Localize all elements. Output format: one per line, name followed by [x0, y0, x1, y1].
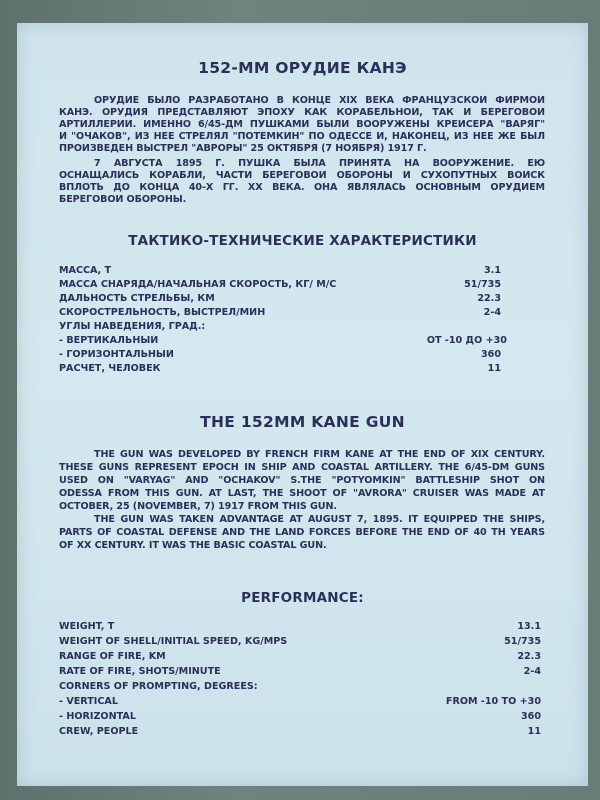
- en-spec-value: 13.1: [517, 621, 541, 632]
- en-spec-label: CORNERS OF PROMPTING, DEGREES:: [59, 681, 258, 692]
- ru-spec-value: ОТ -10 ДО +30: [426, 335, 507, 346]
- ru-para-line: ОСНАЩАЛИСЬ КОРАБЛИ, ЧАСТИ БЕРЕГОВОЙ ОБОРОНЫ И СУХОПУТНЫХ ВОЙСК: [59, 170, 545, 181]
- ru-para-line: БЕРЕГОВОЙ ОБОРОНЫ.: [59, 194, 187, 205]
- ru-specs-heading: ТАКТИКО-ТЕХНИЧЕСКИЕ ХАРАКТЕРИСТИКИ: [128, 233, 477, 249]
- ru-title: 152-ММ ОРУДИЕ КАНЭ: [198, 59, 407, 77]
- ru-spec-value: 360: [480, 349, 501, 360]
- en-title: THE 152MM KANE GUN: [200, 413, 405, 431]
- en-spec-value: 22.3: [517, 651, 541, 662]
- ru-para-line: КАНЭ. ОРУДИЯ ПРЕДСТАВЛЯЮТ ЭПОХУ КАК КОРАБЕЛЬНОЙ, ТАК И БЕРЕГОВОЙ: [59, 107, 545, 118]
- en-para-line: PARTS OF COASTAL DEFENSE AND THE LAND FORCES BEFORE THE END OF 40 TH YEARS: [59, 527, 545, 538]
- ru-spec-value: 22.3: [477, 293, 501, 304]
- en-para-line: THESE GUNS REPRESENT EPOCH IN SHIP AND COASTAL ARTILLERY. THE 6/45-DM GUNS: [59, 462, 545, 473]
- en-spec-label: - VERTICAL: [59, 696, 118, 707]
- plaque-text-area: [17, 23, 588, 786]
- ru-spec-value: 2-4: [483, 307, 501, 318]
- en-para-line: OCTOBER, 25 (NOVEMBER, 7) 1917 FROM THIS GUN.: [59, 501, 337, 512]
- en-spec-label: WEIGHT OF SHELL/INITIAL SPEED, KG/MPS: [59, 636, 288, 647]
- en-spec-value: 51/735: [504, 636, 541, 647]
- ru-para-line: И "ОЧАКОВ", ИЗ НЕЕ СТРЕЛЯЛ "ПОТЕМКИН" ПО ОДЕССЕ И, НАКОНЕЦ, ИЗ НЕЕ ЖЕ БЫЛ: [59, 131, 545, 142]
- en-spec-label: RANGE OF FIRE, KM: [59, 651, 166, 662]
- ru-para-line: ОРУДИЕ БЫЛО РАЗРАБОТАНО В КОНЦЕ XIX ВЕКА ФРАНЦУЗСКОЙ ФИРМОЙ: [94, 95, 545, 106]
- en-para-line: OF XX CENTURY. IT WAS THE BASIC COASTAL GUN.: [59, 540, 327, 551]
- ru-spec-label: УГЛЫ НАВЕДЕНИЯ, ГРАД.:: [59, 321, 206, 332]
- en-spec-label: - HORIZONTAL: [59, 711, 136, 722]
- ru-para-line: ВПЛОТЬ ДО КОНЦА 40-Х ГГ. XX ВЕКА. ОНА ЯВЛЯЛАСЬ ОСНОВНЫМ ОРУДИЕМ: [59, 182, 545, 193]
- ru-spec-value: 51/735: [464, 279, 501, 290]
- en-spec-value: 2-4: [523, 666, 541, 677]
- en-specs-heading: PERFORMANCE:: [241, 590, 364, 606]
- ru-spec-label: МАССА, Т: [59, 265, 112, 276]
- en-spec-label: CREW, PEOPLE: [59, 726, 139, 737]
- ru-para-line: 7 АВГУСТА 1895 Г. ПУШКА БЫЛА ПРИНЯТА НА ВООРУЖЕНИЕ. ЕЮ: [94, 158, 545, 169]
- en-spec-value: FROM -10 TO +30: [445, 696, 541, 707]
- en-spec-label: WEIGHT, T: [59, 621, 115, 632]
- ru-spec-label: - ГОРИЗОНТАЛЬНЫЙ: [59, 349, 174, 360]
- en-spec-value: 360: [520, 711, 541, 722]
- en-para-line: USED ON "VARYAG" AND "OCHAKOV" S.THE "POTYOMKIN" BATTLESHIP SHOT ON: [59, 475, 545, 486]
- ru-para-line: ПРОИЗВЕДЕН ВЫСТРЕЛ "АВРОРЫ" 25 ОКТЯБРЯ (7 НОЯБРЯ) 1917 Г.: [59, 143, 427, 154]
- ru-spec-value: 3.1: [484, 265, 501, 276]
- en-spec-value: 11: [527, 726, 541, 737]
- ru-spec-label: СКОРОСТРЕЛЬНОСТЬ, ВЫСТРЕЛ/МИН: [59, 307, 266, 318]
- ru-spec-label: ДАЛЬНОСТЬ СТРЕЛЬБЫ, КМ: [59, 293, 215, 304]
- info-plaque: [17, 23, 588, 786]
- en-spec-label: RATE OF FIRE, SHOTS/MINUTE: [59, 666, 221, 677]
- ru-spec-label: РАСЧЕТ, ЧЕЛОВЕК: [59, 363, 161, 374]
- ru-spec-label: - ВЕРТИКАЛЬНЫЙ: [59, 335, 159, 346]
- ru-spec-value: 11: [487, 363, 501, 374]
- en-para-line: THE GUN WAS DEVELOPED BY FRENCH FIRM KANE AT THE END OF XIX CENTURY.: [94, 449, 545, 460]
- ru-para-line: АРТИЛЛЕРИИ. ИМЕННО 6/45-ДМ ПУШКАМИ БЫЛИ ВООРУЖЕНЫ КРЕЙСЕРА "ВАРЯГ": [59, 119, 545, 130]
- en-para-line: THE GUN WAS TAKEN ADVANTAGE AT AUGUST 7, 1895. IT EQUIPPED THE SHIPS,: [94, 514, 545, 525]
- ru-spec-label: МАССА СНАРЯДА/НАЧАЛЬНАЯ СКОРОСТЬ, КГ/ М/С: [59, 279, 337, 290]
- en-para-line: ODESSA FROM THIS GUN. AT LAST, THE SHOOT OF "AVRORA" CRUISER WAS MADE AT: [59, 488, 545, 499]
